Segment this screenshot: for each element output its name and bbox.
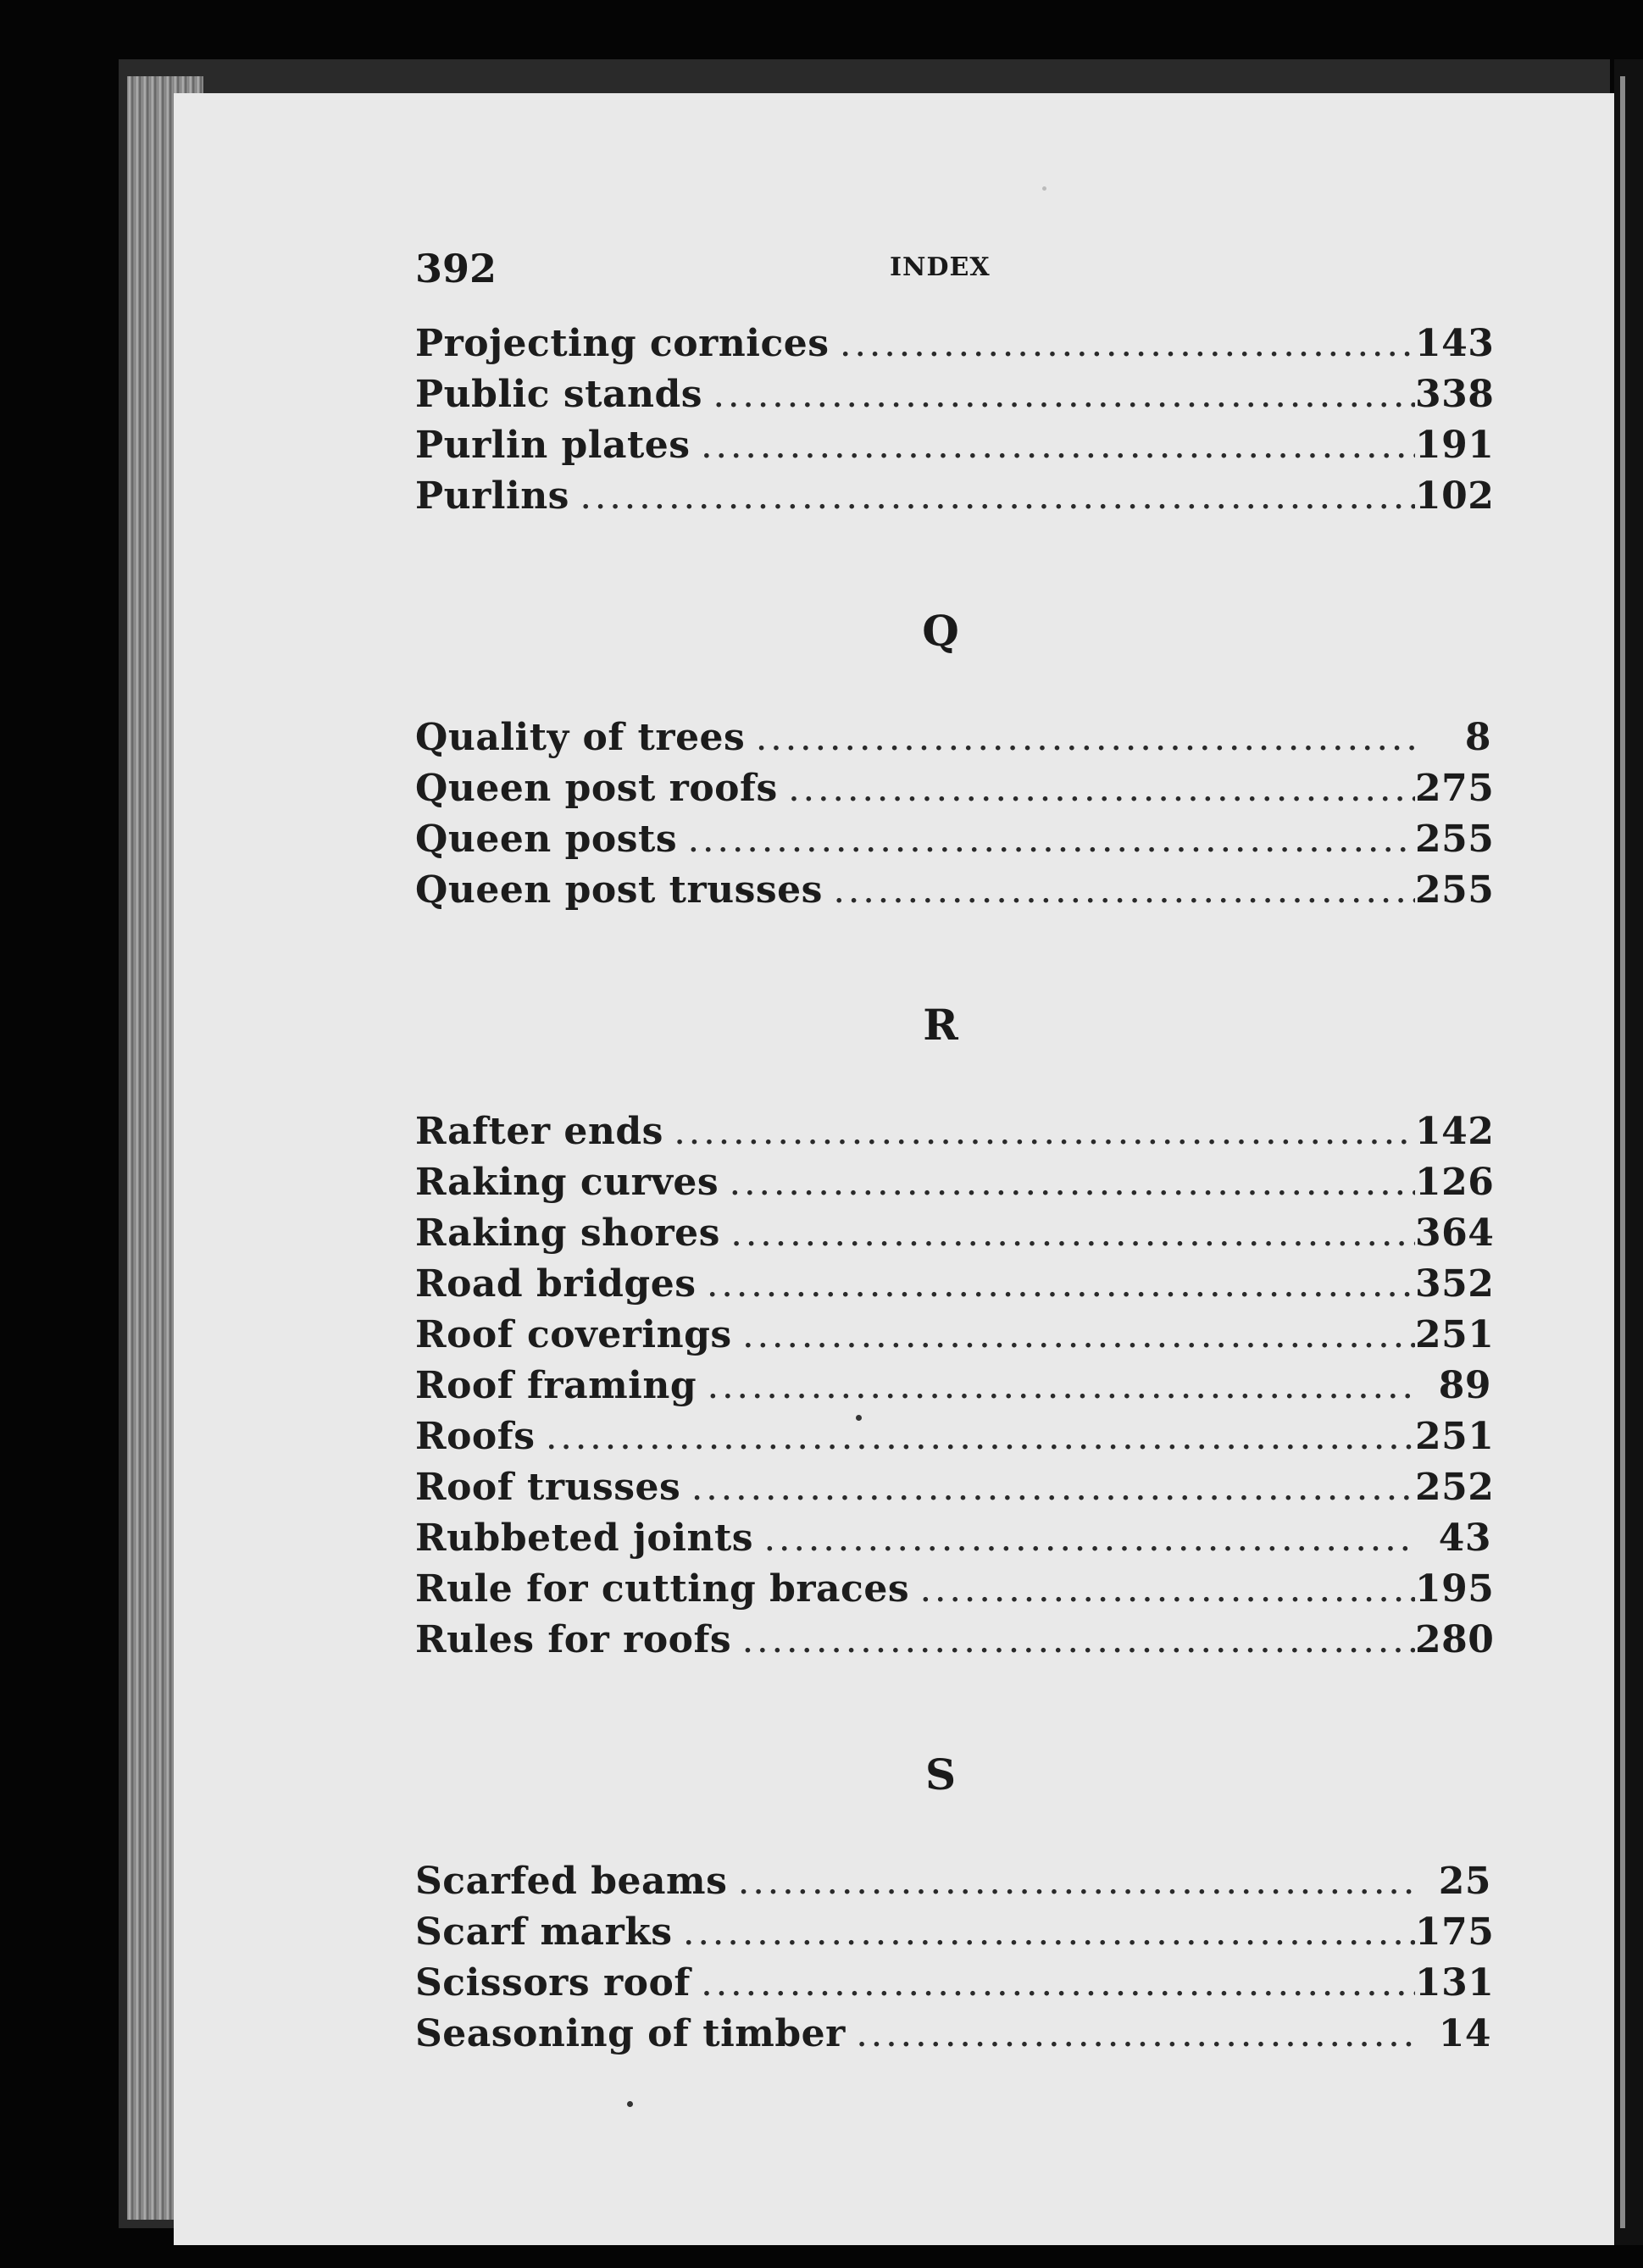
dot-leader	[581, 485, 1415, 515]
dot-leader	[708, 1375, 1415, 1405]
index-term: Roof framing	[415, 1364, 697, 1407]
index-entry	[415, 1313, 1495, 1364]
index-entry	[415, 2012, 1491, 2063]
dot-leader	[858, 2023, 1415, 2053]
index-term: Scissors roof	[415, 1961, 691, 2005]
section-letter-heading: R	[923, 1000, 958, 1050]
index-term: Scarfed beams	[415, 1860, 728, 1903]
index-page-number: 280	[1415, 1618, 1495, 1661]
dot-leader	[702, 435, 1415, 464]
section-letter-heading: Q	[922, 606, 959, 656]
dot-leader	[675, 1121, 1415, 1151]
index-term: Queen post roofs	[415, 767, 778, 810]
index-term: Purlins	[415, 474, 569, 518]
dot-leader	[757, 727, 1415, 757]
dot-leader	[685, 1921, 1415, 1951]
index-term: Roofs	[415, 1415, 536, 1458]
dot-leader	[790, 778, 1415, 807]
index-page-number: 251	[1415, 1415, 1495, 1458]
page-number: 392	[415, 246, 497, 291]
index-entry	[415, 1161, 1495, 1212]
index-term: Rules for roofs	[415, 1618, 732, 1661]
dot-leader	[692, 1477, 1415, 1506]
index-page-number: 8	[1464, 716, 1491, 759]
index-page-number: 195	[1415, 1567, 1495, 1611]
dot-leader	[702, 1972, 1415, 2002]
right-edge-line	[1620, 76, 1625, 2228]
index-entry	[415, 322, 1495, 373]
dot-leader	[765, 1528, 1415, 1557]
index-entry	[415, 1415, 1495, 1466]
dot-leader	[714, 384, 1415, 413]
index-page-number: 338	[1415, 373, 1495, 416]
index-entry	[415, 716, 1491, 767]
index-entry	[415, 1364, 1491, 1415]
index-page-number: 175	[1415, 1910, 1495, 1954]
dot-leader	[743, 1629, 1415, 1659]
index-page-number: 251	[1415, 1313, 1495, 1356]
index-section	[415, 322, 1495, 525]
index-term: Roof trusses	[415, 1466, 681, 1509]
index-entry	[415, 1110, 1495, 1161]
running-head	[415, 246, 1474, 297]
index-section	[415, 991, 1495, 1669]
index-page-number: 275	[1415, 767, 1495, 810]
dot-leader	[708, 1273, 1415, 1303]
index-term: Queen post trusses	[415, 868, 823, 912]
dot-leader	[835, 879, 1415, 909]
section-letter-heading: S	[924, 1750, 957, 1799]
index-entry	[415, 1860, 1491, 1910]
index-entry	[415, 868, 1495, 919]
dot-leader	[841, 333, 1415, 363]
right-book-edge	[1614, 59, 1643, 2245]
paper-speck	[1042, 186, 1046, 191]
dot-leader	[921, 1578, 1415, 1608]
index-term: Public stands	[415, 373, 703, 416]
index-entry	[415, 767, 1495, 818]
paper-speck	[856, 1415, 862, 1421]
index-entry	[415, 1567, 1495, 1618]
index-page-number: 43	[1438, 1517, 1491, 1560]
index-entry	[415, 1618, 1495, 1669]
dot-leader	[744, 1324, 1415, 1354]
index-entry	[415, 1212, 1495, 1262]
index-page-number: 191	[1415, 424, 1495, 467]
index-entry	[415, 424, 1495, 474]
index-page-number: 255	[1415, 868, 1495, 912]
index-entry	[415, 1517, 1491, 1567]
index-page-number: 89	[1438, 1364, 1491, 1407]
dot-leader	[732, 1223, 1415, 1252]
index-term: Roof coverings	[415, 1313, 732, 1356]
index-entry	[415, 1262, 1495, 1313]
index-entry	[415, 474, 1495, 525]
index-entry	[415, 373, 1495, 424]
index-entry	[415, 818, 1495, 868]
page-title: INDEX	[890, 252, 991, 282]
index-page-number: 364	[1415, 1212, 1495, 1255]
index-list	[415, 322, 1495, 2063]
index-page-number: 252	[1415, 1466, 1495, 1509]
dot-leader	[739, 1871, 1415, 1900]
index-term: Rubbeted joints	[415, 1517, 754, 1560]
index-entry	[415, 1961, 1495, 2012]
index-page-number: 131	[1415, 1961, 1495, 2005]
index-term: Road bridges	[415, 1262, 697, 1306]
index-page-number: 143	[1415, 322, 1495, 365]
index-term: Quality of trees	[415, 716, 746, 759]
index-page-number: 352	[1415, 1262, 1495, 1306]
index-page-number: 25	[1438, 1860, 1491, 1903]
index-section	[415, 1741, 1495, 2063]
paper-speck	[627, 2101, 633, 2107]
index-page-number: 255	[1415, 818, 1495, 861]
index-term: Rafter ends	[415, 1110, 663, 1153]
index-entry	[415, 1466, 1495, 1517]
index-term: Seasoning of timber	[415, 2012, 846, 2055]
index-entry	[415, 1910, 1495, 1961]
dot-leader	[547, 1426, 1415, 1456]
index-term: Raking shores	[415, 1212, 720, 1255]
index-term: Purlin plates	[415, 424, 691, 467]
index-section	[415, 597, 1495, 919]
index-term: Projecting cornices	[415, 322, 830, 365]
index-term: Scarf marks	[415, 1910, 673, 1954]
index-term: Raking curves	[415, 1161, 719, 1204]
dot-leader	[730, 1172, 1415, 1201]
index-term: Rule for cutting braces	[415, 1567, 910, 1611]
index-page-number: 14	[1438, 2012, 1491, 2055]
dot-leader	[689, 829, 1415, 858]
index-term: Queen posts	[415, 818, 678, 861]
index-page-number: 102	[1415, 474, 1495, 518]
index-page-number: 142	[1415, 1110, 1495, 1153]
index-page-number: 126	[1415, 1161, 1495, 1204]
